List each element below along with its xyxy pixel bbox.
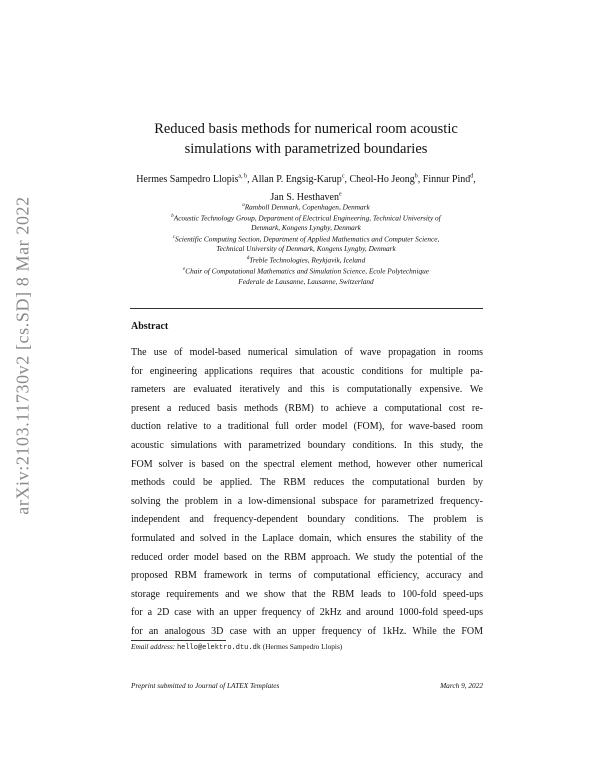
affiliation-text: Scientific Computing Section, Department of Applied Mathematics and Computer Science, [174, 234, 440, 244]
author [252, 174, 350, 185]
abstract-line: present a reduced basis methods (RBM) to achieve a computational cost re- [131, 402, 483, 414]
paper-title [130, 119, 482, 159]
corresponding-author-footnote [131, 642, 483, 653]
abstract-line: duction relative to a traditional full order model (FOM), for wave-based room [131, 421, 483, 433]
title-line-2: simulations with parametrized boundaries [184, 141, 428, 157]
author-affiliation-mark: d [470, 174, 474, 180]
affiliation-line [130, 201, 482, 212]
footnote-rule [131, 640, 226, 641]
author-name: Jan S. Hesthaven [270, 191, 339, 203]
abstract-line: formulated and solved in the Laplace domain, which ensures the stability of the [131, 532, 483, 544]
abstract-line: for engineering applications requires that acoustic conditions for multiple pa- [131, 365, 483, 377]
author [423, 174, 476, 185]
abstract-body [131, 344, 483, 642]
affiliation-list [130, 201, 482, 286]
affiliation-line [130, 254, 482, 265]
affiliation-text: Federale de Lausanne, Lausanne, Switzerland [238, 276, 374, 286]
author-list [130, 170, 482, 205]
abstract-line: reduced order model based on the RBM approach. We study the potential of the [131, 551, 483, 563]
affiliation-mark: d [246, 256, 250, 262]
author-separator: , [344, 174, 350, 186]
author-name: Cheol-Ho Jeong [349, 174, 415, 186]
abstract-line: solving the problem in a low-dimensional subspace for parametrized frequency- [131, 495, 483, 507]
abstract-line: FOM solver is based on the spectral element method, however other numerical [131, 458, 483, 470]
author-name: Hermes Sampedro Llopis [136, 174, 239, 186]
arxiv-identifier[interactable]: arXiv:2103.11730v2 [cs.SD] 8 Mar 2022 [12, 196, 33, 515]
author-name: Finnur Pind [422, 174, 471, 186]
affiliation-line [130, 223, 482, 233]
affiliation-text: Treble Technologies, Reykjavik, Iceland [249, 255, 366, 265]
abstract-heading: Abstract [131, 321, 169, 332]
affiliation-mark: e [182, 267, 186, 273]
abstract-line: for a 2D case with an upper frequency of 2kHz and around 1000-fold speed-ups [131, 607, 483, 619]
author [136, 174, 251, 185]
email-owner: (Hermes Sampedro Llopis) [262, 642, 343, 651]
affiliation-text: Technical University of Denmark, Kongens Lyngby, Denmark [216, 244, 396, 254]
affiliation-text: Acoustic Technology Group, Department of Electrical Engineering, Technical University of [173, 213, 441, 223]
author-affiliation-mark: e [338, 191, 342, 198]
submission-date: March 9, 2022 [440, 681, 483, 690]
author-separator: , [417, 174, 423, 186]
abstract-line: for an analogous 3D case with an upper frequency of 1kHz. While the FOM [131, 625, 483, 637]
author-affiliation-mark: a, b [238, 174, 248, 180]
affiliation-text: Denmark, Kongens Lyngby, Denmark [251, 223, 361, 233]
affiliation-mark: c [172, 235, 175, 241]
author-separator: , [473, 174, 476, 186]
email-label: Email address: [131, 642, 176, 651]
email-link[interactable]: hello@elektro.dtu.dk [176, 644, 261, 652]
author-affiliation-mark: b [414, 174, 418, 180]
abstract-line: independent and frequency-dependent boundary conditions. The problem is [131, 514, 483, 526]
abstract-line: rameters are evaluated iteratively and this is computationally expensive. We [131, 384, 483, 396]
author-affiliation-mark: c [341, 174, 345, 180]
affiliation-text: Chair of Computational Mathematics and Simulation Science, Ecole Polytechnique [185, 266, 430, 276]
affiliation-mark: a [242, 203, 245, 208]
abstract-line: proposed RBM framework in terms of computational efficiency, accuracy and [131, 570, 483, 582]
abstract-line: storage requirements and we show that the RBM leads to 100-fold speed-ups [131, 588, 483, 600]
affiliation-line [130, 244, 482, 254]
affiliation-text: Ramboll Denmark, Copenhagen, Denmark [244, 202, 370, 212]
abstract-top-rule [130, 308, 483, 309]
author-name: Allan P. Engsig-Karup [251, 174, 342, 186]
affiliation-mark: b [171, 214, 174, 220]
abstract-line: acoustic simulations with parametrized boundary conditions. In this study, the [131, 439, 483, 451]
author-separator: , [247, 174, 252, 186]
title-line-1: Reduced basis methods for numerical room acoustic [154, 121, 458, 137]
affiliation-line [130, 265, 482, 276]
author [349, 174, 422, 185]
abstract-line: methods could be applied. The RBM reduces the computational burden by [131, 477, 483, 489]
preprint-note: Preprint submitted to Journal of LATEX Templates [131, 681, 280, 690]
affiliation-line [130, 233, 482, 244]
abstract-line: The use of model-based numerical simulation of wave propagation in rooms [131, 347, 483, 358]
affiliation-line [130, 277, 482, 287]
affiliation-line [130, 212, 482, 223]
